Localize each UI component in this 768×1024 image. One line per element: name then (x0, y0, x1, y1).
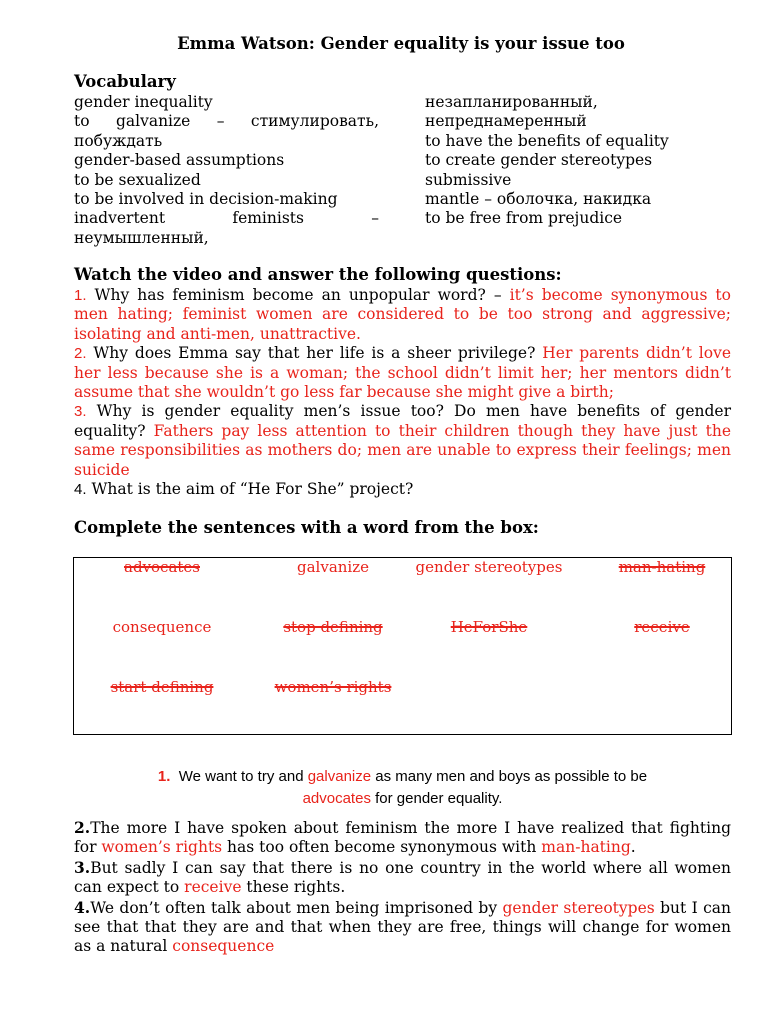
vocab-item: to have the benefits of equality (425, 131, 669, 150)
question-2 (74, 344, 731, 402)
sentence-answer: man-hating (541, 838, 631, 857)
question-1 (74, 286, 731, 344)
question-3 (74, 402, 731, 480)
question-number: 1. (74, 287, 87, 304)
vocab-dash: – (216, 112, 225, 131)
vocab-item: submissive (425, 170, 512, 189)
sentence-text: as many men and boys as possible to be (371, 768, 648, 785)
word-galvanize: galvanize (297, 558, 369, 576)
sentence-text: . (630, 838, 636, 857)
vocab-item: gender-based assumptions (74, 151, 285, 170)
question-number: 2. (74, 345, 87, 363)
question-number: 3. (74, 403, 87, 421)
vocabulary-heading: Vocabulary (74, 72, 176, 91)
sentence-text: for gender equality. (370, 790, 503, 807)
question-4 (74, 480, 731, 499)
question-number: 4. (74, 481, 87, 499)
vocab-translation: незапланированный, (425, 93, 598, 111)
sentence-answer: consequence (172, 937, 275, 956)
question-answer: it’s become synonymous to men hating; feminist women are considered to be too strong and aggressive; isolating and anti-men, unattractive. (74, 286, 731, 343)
vocab-word: galvanize (115, 112, 191, 131)
vocab-translation: стимулировать, (250, 112, 379, 131)
sentences-list (74, 818, 731, 957)
sentence-text: has too often become synonymous with (222, 838, 542, 857)
sentence-answer: galvanize (307, 768, 372, 785)
vocab-word: inadvertent (74, 209, 166, 228)
sentence-answer: advocates (302, 790, 371, 807)
word-man-hating: man-hating (618, 558, 706, 576)
vocab-item: to create gender stereotypes (425, 151, 653, 170)
sentence-4 (74, 898, 731, 957)
word-gender-stereotypes: gender stereotypes (415, 558, 563, 576)
vocab-translation: неумышленный, (74, 228, 209, 247)
questions-heading: Watch the video and answer the following questions: (74, 265, 562, 284)
question-answer: Her parents didn’t love her less because she is a woman; the school didn’t limit her; her mentors didn’t assume that she wouldn’t go less far because she might give a birth; (74, 344, 731, 402)
vocab-item: mantle – оболочка, накидка (425, 190, 652, 209)
vocab-item: to be free from prejudice (425, 209, 623, 228)
question-text: Why is gender equality men’s issue too? Do men have benefits of gender equality? (74, 402, 731, 440)
vocab-item (74, 112, 379, 131)
sentence-number: 2. (74, 818, 91, 837)
vocab-item: gender inequality (74, 93, 213, 111)
question-text: Why has feminism become an unpopular word? – (86, 286, 510, 304)
sentence-number: 3. (74, 857, 91, 877)
complete-heading: Complete the sentences with a word from the box: (74, 518, 539, 537)
vocab-word: feminists (232, 209, 304, 228)
vocab-word: to (74, 112, 90, 131)
word-box (73, 557, 732, 735)
question-answer: Fathers pay less attention to their children though they have just the same responsibilities as mothers do; men are unable to express their feelings; men suicide (74, 421, 731, 479)
vocab-item: to be involved in decision-making (74, 190, 338, 209)
sentence-answer: women’s rights (101, 838, 223, 857)
sentence-number: 4. (74, 897, 91, 917)
sentence-1 (74, 766, 731, 810)
vocab-item: to be sexualized (74, 170, 201, 189)
vocab-dash: – (371, 209, 379, 228)
vocabulary-left-column (74, 93, 379, 248)
sentence-text: We don’t often talk about men being imprisoned by (90, 898, 503, 917)
word-consequence: consequence (112, 618, 212, 636)
question-text: What is the aim of “He For She” project? (86, 480, 414, 499)
sentence-answer: receive (184, 878, 242, 897)
word-stop-defining: stop defining (283, 618, 383, 636)
vocabulary-right-column (425, 93, 735, 229)
sentence-answer: gender stereotypes (502, 898, 655, 917)
vocab-translation: непреднамеренный (425, 112, 587, 131)
word-receive: receive (634, 618, 690, 636)
questions-list (74, 286, 731, 499)
word-advocates: advocates (124, 558, 200, 576)
sentence-text: but I can see that that they are and that when they are free, things will change for women as a natural (74, 898, 731, 956)
sentence-text: these rights. (241, 878, 346, 897)
vocab-item (74, 209, 379, 228)
word-heforshe: HeForShe (450, 618, 528, 636)
sentence-3 (74, 858, 731, 898)
sentence-text: But sadly I can say that there is no one country in the world where all women can expect to (74, 858, 731, 897)
word-womens-rights: women’s rights (274, 678, 392, 696)
sentence-number: 1. (157, 768, 171, 785)
sentence-text: The more I have spoken about feminism the more I have realized that fighting for (74, 819, 731, 857)
word-start-defining: start defining (110, 678, 214, 696)
page-title: Emma Watson: Gender equality is your issue too (177, 34, 625, 53)
vocab-translation: побуждать (74, 131, 163, 150)
sentence-2 (74, 818, 731, 858)
sentence-text: We want to try and (178, 768, 308, 785)
question-text: Why does Emma say that her life is a sheer privilege? (86, 344, 543, 363)
